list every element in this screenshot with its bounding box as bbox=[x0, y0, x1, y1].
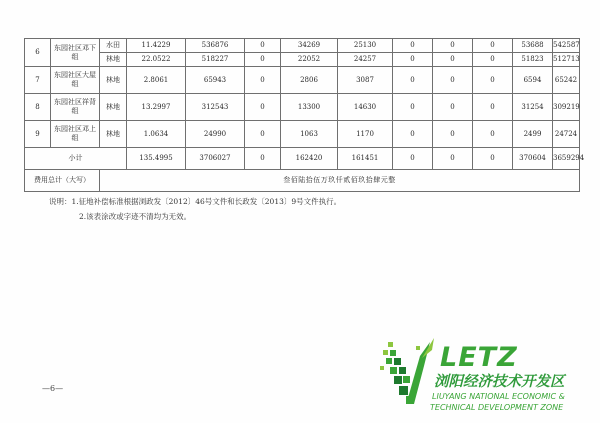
value-cell: 24257 bbox=[338, 53, 393, 67]
value-cell: 0 bbox=[433, 121, 473, 148]
note-line-1: 说明：1.征地补偿标准根据浏政发〔2012〕46号文件和长政发〔2013〕9号文件执行。 bbox=[49, 197, 342, 206]
page-number: —6— bbox=[42, 384, 64, 393]
subtotal-label: 小计 bbox=[25, 148, 127, 170]
value-cell: 512713 bbox=[553, 53, 580, 67]
value-cell: 0 bbox=[245, 94, 281, 121]
row-number: 8 bbox=[25, 94, 51, 121]
group-name: 东园社区大屋组 bbox=[51, 67, 100, 94]
value-cell: 3706027 bbox=[186, 148, 245, 170]
value-cell: 0 bbox=[393, 94, 433, 121]
value-cell: 0 bbox=[473, 121, 513, 148]
value-cell: 0 bbox=[433, 53, 473, 67]
letz-logo bbox=[372, 336, 592, 420]
table-row bbox=[25, 53, 580, 67]
land-type: 林地 bbox=[100, 94, 127, 121]
note-line-2: 2.该表涂改或字迹不清均为无效。 bbox=[79, 212, 192, 221]
value-cell: 0 bbox=[473, 67, 513, 94]
value-cell: 13300 bbox=[281, 94, 338, 121]
area-cell: 13.2997 bbox=[127, 94, 186, 121]
value-cell: 0 bbox=[245, 53, 281, 67]
value-cell: 0 bbox=[433, 39, 473, 53]
land-type: 林地 bbox=[100, 121, 127, 148]
land-type: 水田 bbox=[100, 39, 127, 53]
value-cell: 3659294 bbox=[553, 148, 580, 170]
group-name: 东园社区祥背组 bbox=[51, 94, 100, 121]
row-number: 7 bbox=[25, 67, 51, 94]
value-cell: 0 bbox=[433, 67, 473, 94]
value-cell: 0 bbox=[473, 94, 513, 121]
value-cell: 0 bbox=[393, 148, 433, 170]
value-cell: 51823 bbox=[513, 53, 553, 67]
value-cell: 312543 bbox=[186, 94, 245, 121]
compensation-table bbox=[24, 38, 585, 192]
value-cell: 0 bbox=[433, 94, 473, 121]
value-cell: 542587 bbox=[553, 39, 580, 53]
value-cell: 518227 bbox=[186, 53, 245, 67]
value-cell: 0 bbox=[245, 148, 281, 170]
value-cell: 161451 bbox=[338, 148, 393, 170]
value-cell: 14630 bbox=[338, 94, 393, 121]
value-cell: 53688 bbox=[513, 39, 553, 53]
value-cell: 65943 bbox=[186, 67, 245, 94]
value-cell: 25130 bbox=[338, 39, 393, 53]
area-cell: 1.0634 bbox=[127, 121, 186, 148]
value-cell: 1170 bbox=[338, 121, 393, 148]
v-mark-icon bbox=[380, 338, 434, 404]
value-cell: 3087 bbox=[338, 67, 393, 94]
row-number: 6 bbox=[25, 39, 51, 67]
table-row bbox=[25, 94, 580, 121]
value-cell: 0 bbox=[473, 148, 513, 170]
value-cell: 536876 bbox=[186, 39, 245, 53]
group-name: 东园社区邓下组 bbox=[51, 39, 100, 67]
subtotal-row bbox=[25, 148, 580, 170]
value-cell: 0 bbox=[393, 39, 433, 53]
value-cell: 6594 bbox=[513, 67, 553, 94]
value-cell: 31254 bbox=[513, 94, 553, 121]
table-row bbox=[25, 39, 580, 53]
fee-total-label: 费用总计（大写） bbox=[25, 170, 100, 192]
value-cell: 2499 bbox=[513, 121, 553, 148]
value-cell: 0 bbox=[245, 39, 281, 53]
area-cell: 11.4229 bbox=[127, 39, 186, 53]
land-type: 林地 bbox=[100, 53, 127, 67]
value-cell: 24990 bbox=[186, 121, 245, 148]
value-cell: 22052 bbox=[281, 53, 338, 67]
value-cell: 0 bbox=[245, 121, 281, 148]
fee-total-text: 叁佰陆拾伍万玖仟贰佰玖拾肆元整 bbox=[100, 170, 580, 192]
value-cell: 0 bbox=[433, 148, 473, 170]
group-name: 东园社区邓上组 bbox=[51, 121, 100, 148]
table-row bbox=[25, 67, 580, 94]
value-cell: 65242 bbox=[553, 67, 580, 94]
logo-chinese-name: 浏阳经济技术开发区 bbox=[434, 374, 565, 390]
value-cell: 309219 bbox=[553, 94, 580, 121]
area-cell: 2.8061 bbox=[127, 67, 186, 94]
value-cell: 162420 bbox=[281, 148, 338, 170]
logo-english-line-1: LIUYANG NATIONAL ECONOMIC & bbox=[432, 392, 565, 401]
value-cell: 0 bbox=[473, 39, 513, 53]
value-cell: 370604 bbox=[513, 148, 553, 170]
logo-wordmark: LETZ bbox=[440, 342, 518, 373]
area-cell: 135.4995 bbox=[127, 148, 186, 170]
table-row bbox=[25, 121, 580, 148]
value-cell: 1063 bbox=[281, 121, 338, 148]
value-cell: 0 bbox=[393, 53, 433, 67]
land-type: 林地 bbox=[100, 67, 127, 94]
value-cell: 0 bbox=[393, 121, 433, 148]
value-cell: 24724 bbox=[553, 121, 580, 148]
fee-total-row bbox=[25, 170, 580, 192]
row-number: 9 bbox=[25, 121, 51, 148]
logo-english-line-2: TECHNICAL DEVELOPMENT ZONE bbox=[430, 403, 564, 412]
value-cell: 2806 bbox=[281, 67, 338, 94]
notes bbox=[49, 194, 341, 224]
value-cell: 0 bbox=[473, 53, 513, 67]
value-cell: 0 bbox=[245, 67, 281, 94]
value-cell: 34269 bbox=[281, 39, 338, 53]
value-cell: 0 bbox=[393, 67, 433, 94]
area-cell: 22.0522 bbox=[127, 53, 186, 67]
